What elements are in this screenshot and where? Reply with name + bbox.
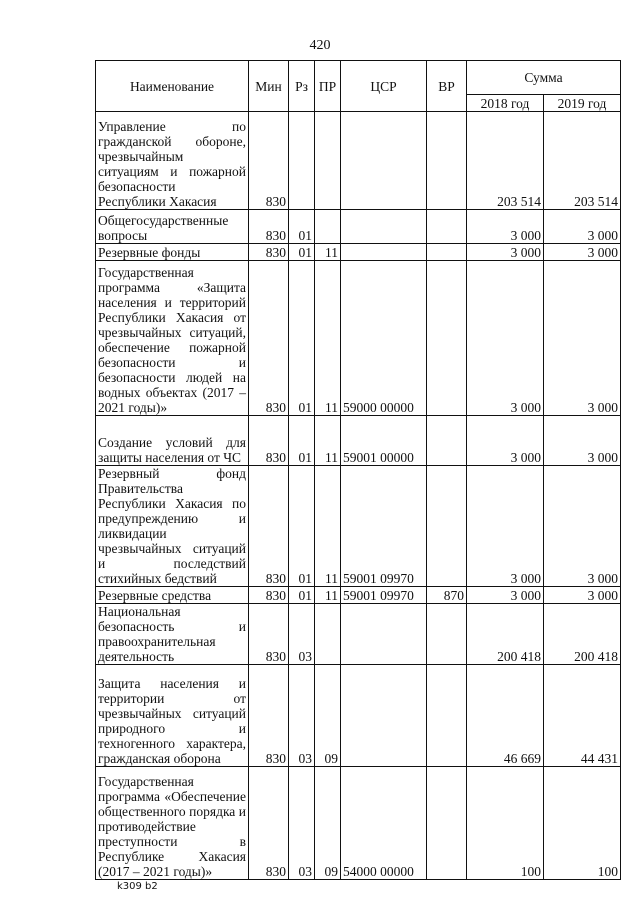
header-vr: ВР: [427, 61, 467, 112]
row-rz: 01: [289, 244, 315, 261]
row-amount-2019: 3 000: [544, 416, 621, 466]
row-min: 830: [249, 587, 289, 604]
row-amount-2019: 44 431: [544, 665, 621, 767]
row-amount-2019: 3 000: [544, 244, 621, 261]
row-vr: [427, 210, 467, 244]
row-rz: 01: [289, 261, 315, 416]
row-csr: [341, 210, 427, 244]
row-rz: 03: [289, 604, 315, 665]
row-name: Общегосударственные вопросы: [96, 210, 249, 244]
row-csr: 59001 09970: [341, 587, 427, 604]
row-pr: 09: [315, 767, 341, 880]
row-amount-2019: 3 000: [544, 261, 621, 416]
row-vr: [427, 665, 467, 767]
row-amount-2019: 203 514: [544, 112, 621, 210]
row-amount-2018: 3 000: [467, 244, 544, 261]
row-csr: [341, 112, 427, 210]
row-amount-2019: 3 000: [544, 587, 621, 604]
row-rz: [289, 112, 315, 210]
row-vr: [427, 416, 467, 466]
row-name: Резервный фонд Правительства Республики Хакасия по предупреждению и ликвидации чрезвычайных ситуаций и последствий стихийных бедствий: [96, 466, 249, 587]
row-pr: [315, 112, 341, 210]
row-min: 830: [249, 112, 289, 210]
row-csr: [341, 604, 427, 665]
row-name: Создание условий для защиты населения от ЧС: [96, 416, 249, 466]
row-amount-2019: 200 418: [544, 604, 621, 665]
budget-table: [95, 60, 621, 880]
row-pr: 11: [315, 466, 341, 587]
row-vr: [427, 244, 467, 261]
header-year-2019: 2019 год: [544, 95, 621, 112]
footer-code: k309 b2: [117, 881, 158, 892]
row-vr: [427, 261, 467, 416]
table-body: [96, 112, 621, 880]
page-number: 420: [309, 38, 331, 53]
row-csr: 59000 00000: [341, 261, 427, 416]
row-amount-2018: 3 000: [467, 210, 544, 244]
table-row: [96, 604, 621, 665]
row-name: Управление по гражданской обороне, чрезвычайным ситуациям и пожарной безопасности Республики Хакасия: [96, 112, 249, 210]
row-pr: [315, 604, 341, 665]
header-csr: ЦСР: [341, 61, 427, 112]
row-pr: [315, 210, 341, 244]
row-rz: 01: [289, 210, 315, 244]
table-row: [96, 210, 621, 244]
row-csr: 59001 09970: [341, 466, 427, 587]
row-amount-2019: 100: [544, 767, 621, 880]
row-min: 830: [249, 210, 289, 244]
row-amount-2018: 203 514: [467, 112, 544, 210]
row-amount-2019: 3 000: [544, 210, 621, 244]
header-sum: Сумма: [467, 61, 621, 95]
row-vr: [427, 112, 467, 210]
row-name: Резервные средства: [96, 587, 249, 604]
row-rz: 03: [289, 767, 315, 880]
row-min: 830: [249, 244, 289, 261]
row-pr: 11: [315, 416, 341, 466]
row-min: 830: [249, 604, 289, 665]
row-min: 830: [249, 261, 289, 416]
row-pr: 09: [315, 665, 341, 767]
header-pr: ПР: [315, 61, 341, 112]
table-row: [96, 767, 621, 880]
row-name: Национальная безопасность и правоохранительная деятельность: [96, 604, 249, 665]
row-amount-2018: 3 000: [467, 587, 544, 604]
header-rz: Рз: [289, 61, 315, 112]
row-rz: 01: [289, 587, 315, 604]
row-csr: [341, 244, 427, 261]
header-year-2018: 2018 год: [467, 95, 544, 112]
row-vr: [427, 604, 467, 665]
row-amount-2019: 3 000: [544, 466, 621, 587]
row-vr: [427, 466, 467, 587]
row-csr: [341, 665, 427, 767]
row-vr: [427, 767, 467, 880]
row-min: 830: [249, 767, 289, 880]
row-name: Защита населения и территории от чрезвычайных ситуаций природного и техногенного характера, гражданская оборона: [96, 665, 249, 767]
row-min: 830: [249, 466, 289, 587]
row-min: 830: [249, 665, 289, 767]
row-csr: 54000 00000: [341, 767, 427, 880]
table-row: [96, 665, 621, 767]
row-pr: 11: [315, 261, 341, 416]
row-pr: 11: [315, 587, 341, 604]
table-row: [96, 261, 621, 416]
row-pr: 11: [315, 244, 341, 261]
row-csr: 59001 00000: [341, 416, 427, 466]
table-row: [96, 112, 621, 210]
header-min: Мин: [249, 61, 289, 112]
row-amount-2018: 3 000: [467, 261, 544, 416]
row-rz: 01: [289, 466, 315, 587]
row-name: Государственная программа «Обеспечение общественного порядка и противодействие преступности в Республике Хакасия (2017 – 2021 годы)»: [96, 767, 249, 880]
header-name: Наименование: [96, 61, 249, 112]
table-row: [96, 466, 621, 587]
row-min: 830: [249, 416, 289, 466]
row-amount-2018: 3 000: [467, 416, 544, 466]
row-name: Государственная программа «Защита населения и территорий Республики Хакасия от чрезвычайных ситуаций, обеспечение пожарной безопасности и безопасности людей на водных объектах (2017 – 2021 годы)»: [96, 261, 249, 416]
table-row: [96, 244, 621, 261]
row-amount-2018: 100: [467, 767, 544, 880]
table-row: [96, 416, 621, 466]
row-rz: 01: [289, 416, 315, 466]
row-name: Резервные фонды: [96, 244, 249, 261]
row-rz: 03: [289, 665, 315, 767]
table-row: [96, 587, 621, 604]
row-amount-2018: 200 418: [467, 604, 544, 665]
row-amount-2018: 3 000: [467, 466, 544, 587]
row-amount-2018: 46 669: [467, 665, 544, 767]
row-vr: 870: [427, 587, 467, 604]
